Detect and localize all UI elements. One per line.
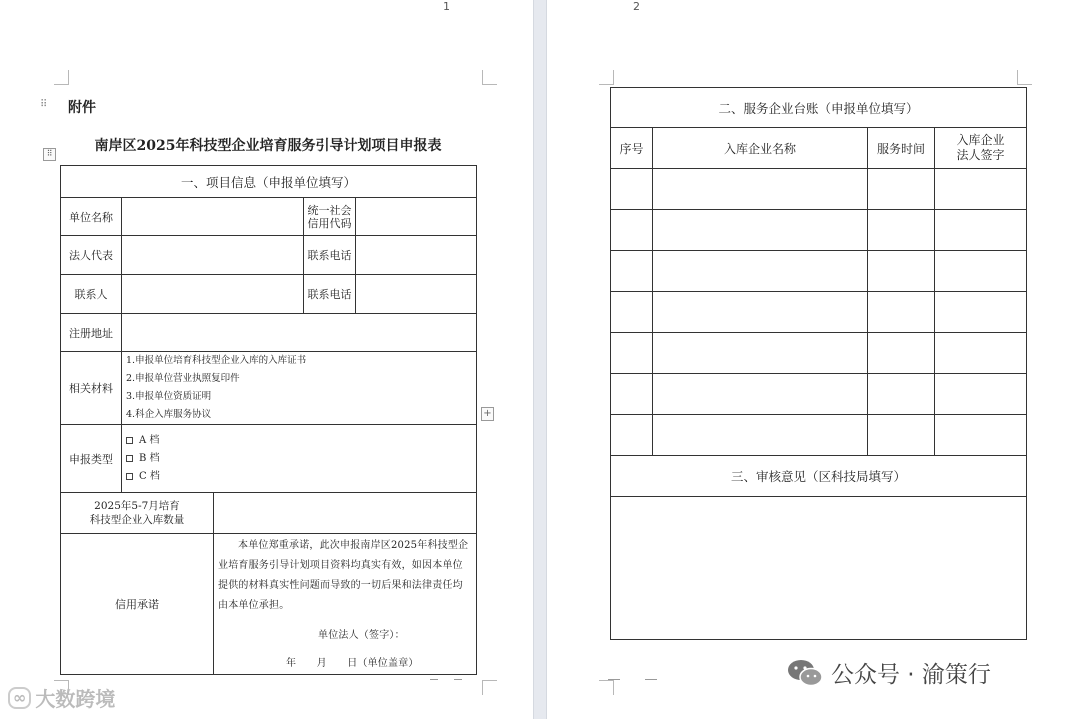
section1-title: 一、项目信息（申报单位填写） (61, 166, 477, 198)
header-legal-signature (935, 128, 1027, 169)
checkbox-icon[interactable] (126, 455, 133, 462)
type-option-a[interactable] (126, 432, 476, 450)
wechat-logo-icon (787, 658, 823, 688)
margin-mark (482, 70, 497, 85)
materials-item: 3.申报单位资质证明 (126, 391, 212, 402)
label-legal-rep: 法人代表 (61, 236, 122, 275)
cell[interactable] (653, 415, 868, 456)
cell[interactable] (868, 210, 935, 251)
header-sign-line1: 入库企业 (956, 133, 1005, 147)
input-phone-2[interactable] (356, 275, 477, 314)
cell[interactable] (935, 374, 1027, 415)
type-options (122, 425, 477, 493)
section2-title: 二、服务企业台账（申报单位填写） (611, 88, 1027, 128)
input-phone-1[interactable] (356, 236, 477, 275)
cell[interactable] (868, 374, 935, 415)
label-credit-code (304, 198, 356, 236)
cell[interactable] (611, 415, 653, 456)
brand-logo-icon: ∞ (8, 687, 31, 709)
table-row (611, 251, 1027, 292)
input-credit-code[interactable] (356, 198, 477, 236)
cell[interactable] (653, 333, 868, 374)
label-credit-pledge: 信用承诺 (61, 534, 214, 675)
cell[interactable] (653, 169, 868, 210)
cell[interactable] (611, 292, 653, 333)
label-credit-code-line1: 统一社会 (307, 203, 352, 217)
table-row (611, 415, 1027, 456)
label-credit-code-line2: 信用代码 (307, 216, 352, 230)
cell[interactable] (611, 210, 653, 251)
cell[interactable] (935, 169, 1027, 210)
page-number-2: 2 (633, 0, 640, 13)
cell[interactable] (935, 210, 1027, 251)
label-address: 注册地址 (61, 314, 122, 352)
label-enterprise-count (61, 493, 214, 534)
checkbox-icon[interactable] (126, 437, 133, 444)
paragraph-drag-handle-icon[interactable]: ⠿ (40, 99, 48, 110)
input-legal-rep[interactable] (122, 236, 304, 275)
page-number-dash (454, 679, 462, 680)
watermark-text-right: 公众号 · 渝策行 (831, 662, 991, 688)
page-number-dash (608, 679, 620, 680)
input-unit-name[interactable] (122, 198, 304, 236)
attachment-label: 附件 (68, 100, 96, 116)
label-unit-name: 单位名称 (61, 198, 122, 236)
cell[interactable] (935, 251, 1027, 292)
type-option-b[interactable] (126, 450, 476, 468)
cell[interactable] (653, 210, 868, 251)
legal-signature-line: 单位法人（签字）： (318, 630, 405, 641)
cell[interactable] (868, 415, 935, 456)
cell[interactable] (935, 415, 1027, 456)
page-gutter (533, 0, 547, 719)
table-move-handle-icon[interactable]: ⠿ (43, 148, 56, 161)
cell[interactable] (611, 251, 653, 292)
cell[interactable] (935, 333, 1027, 374)
table-row (611, 292, 1027, 333)
margin-mark (54, 70, 69, 85)
cell[interactable] (653, 374, 868, 415)
header-sign-line2: 法人签字 (956, 148, 1005, 162)
margin-mark (599, 70, 614, 85)
page-2 (547, 0, 1080, 719)
label-count-line2: 科技型企业入库数量 (89, 514, 185, 526)
header-company: 入库企业名称 (653, 128, 868, 169)
checkbox-icon[interactable] (126, 473, 133, 480)
type-option-b-label: B 档 (139, 452, 160, 464)
materials-list (122, 352, 477, 425)
cell[interactable] (935, 292, 1027, 333)
credit-pledge-content (214, 534, 477, 675)
service-ledger-table (610, 87, 1027, 640)
cell[interactable] (611, 374, 653, 415)
page-number-1: 1 (443, 0, 450, 13)
date-seal-line: 年 月 日（单位盖章） (286, 658, 419, 669)
pledge-text: 本单位郑重承诺，此次申报南岸区2025年科技型企业培育服务引导计划项目资料均真实有效，如因本单位提供的材料真实性问题而导致的一切后果和法律责任均由本单位承担。 (218, 540, 469, 611)
type-option-c[interactable] (126, 468, 476, 486)
cell[interactable] (611, 333, 653, 374)
label-contact: 联系人 (61, 275, 122, 314)
label-phone-2: 联系电话 (304, 275, 356, 314)
table-row (611, 169, 1027, 210)
header-service-time: 服务时间 (868, 128, 935, 169)
header-seq: 序号 (611, 128, 653, 169)
page-title: 南岸区2025年科技型企业培育服务引导计划项目申报表 (94, 138, 442, 154)
cell[interactable] (611, 169, 653, 210)
review-opinion-input[interactable] (611, 497, 1027, 640)
cell[interactable] (868, 169, 935, 210)
type-option-a-label: A 档 (139, 434, 160, 446)
label-materials: 相关材料 (61, 352, 122, 425)
table-row (611, 210, 1027, 251)
page-number-dash (430, 679, 438, 680)
label-phone-1: 联系电话 (304, 236, 356, 275)
margin-mark (599, 680, 614, 695)
materials-item: 4.科企入库服务协议 (126, 409, 212, 420)
page-number-dash (645, 679, 657, 680)
input-address[interactable] (122, 314, 477, 352)
cell[interactable] (653, 251, 868, 292)
add-row-plus-icon[interactable]: + (481, 407, 494, 421)
cell[interactable] (868, 251, 935, 292)
margin-mark (482, 680, 497, 695)
type-option-c-label: C 档 (139, 470, 160, 482)
section3-title: 三、审核意见（区科技局填写） (611, 456, 1027, 497)
margin-mark (1017, 70, 1032, 85)
wechat-watermark (787, 656, 991, 689)
label-count-line1: 2025年5-7月培育 (94, 500, 180, 512)
cell[interactable] (653, 292, 868, 333)
page-1 (0, 0, 533, 719)
input-enterprise-count[interactable] (214, 493, 477, 534)
cell[interactable] (868, 333, 935, 374)
input-contact[interactable] (122, 275, 304, 314)
materials-item: 1.申报单位培育科技型企业入库的入库证书 (126, 355, 307, 366)
watermark-text-left: 大数跨境 (35, 687, 116, 711)
cell[interactable] (868, 292, 935, 333)
corner-watermark (8, 683, 115, 712)
table-row (611, 333, 1027, 374)
materials-item: 2.申报单位营业执照复印件 (126, 373, 240, 384)
application-form-table (60, 165, 477, 675)
table-row (611, 374, 1027, 415)
label-type: 申报类型 (61, 425, 122, 493)
